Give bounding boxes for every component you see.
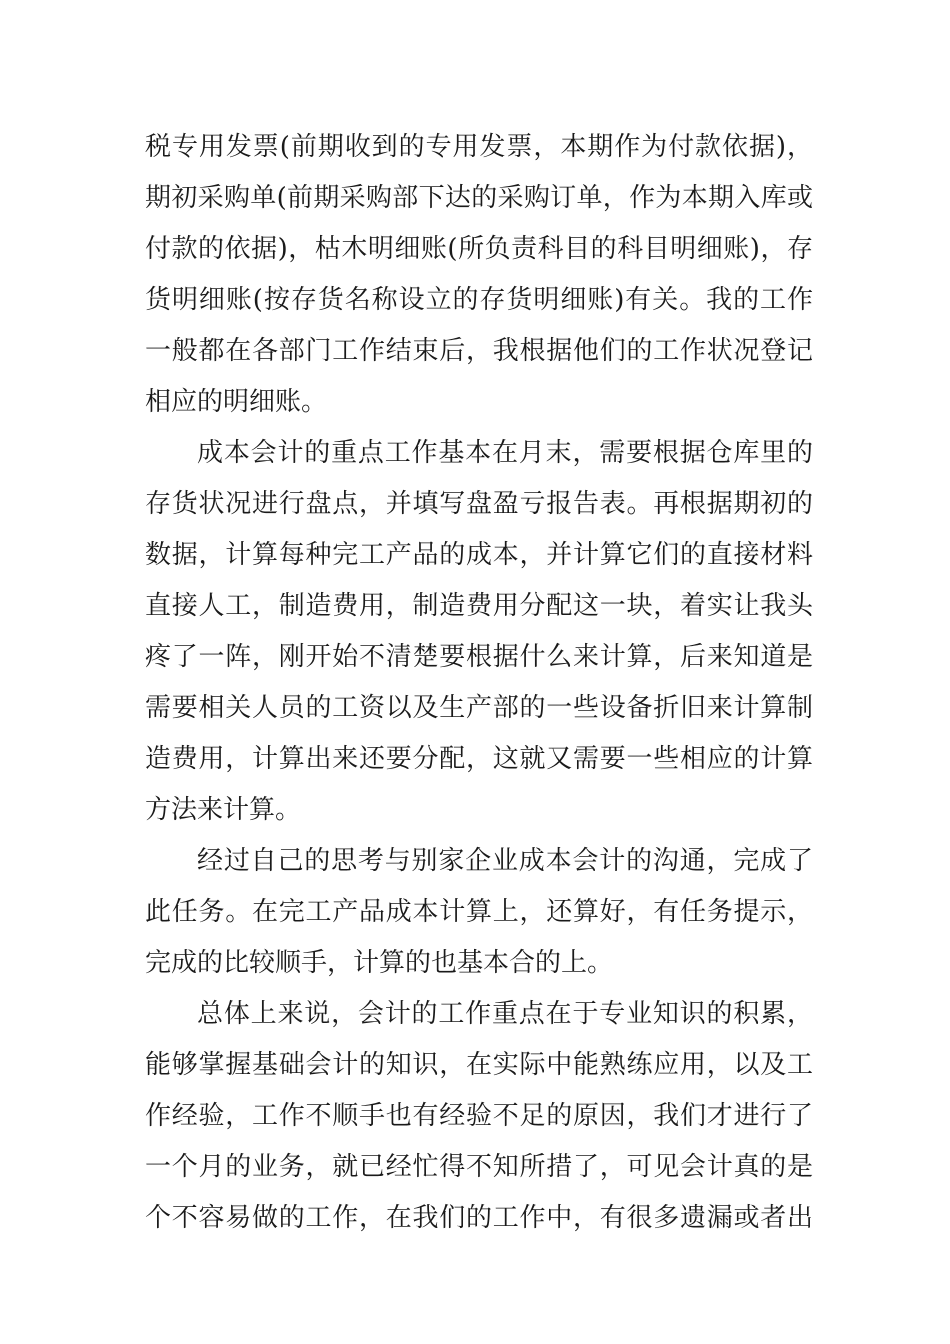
text-line-11: 疼了一阵，刚开始不清楚要根据什么来计算，后来知道是 — [145, 642, 813, 672]
text-line-7: 成本会计的重点工作基本在月末，需要根据仓库里的 — [197, 438, 813, 468]
text-line-9: 数据，计算每种完工产品的成本，并计算它们的直接材料 — [145, 540, 813, 570]
text-line-1: 税专用发票(前期收到的专用发票，本期作为付款依据)， — [145, 132, 813, 162]
text-line-8: 存货状况进行盘点，并填写盘盈亏报告表。再根据期初的 — [145, 489, 813, 519]
text-line-10: 直接人工，制造费用，制造费用分配这一块，着实让我头 — [145, 591, 813, 621]
text-line-20: 作经验，工作不顺手也有经验不足的原因，我们才进行了 — [145, 1101, 813, 1131]
text-line-4: 货明细账(按存货名称设立的存货明细账)有关。我的工作 — [145, 285, 813, 315]
text-line-16: 此任务。在完工产品成本计算上，还算好，有任务提示， — [145, 897, 813, 927]
text-line-12: 需要相关人员的工资以及生产部的一些设备折旧来计算制 — [145, 693, 813, 723]
text-line-15: 经过自己的思考与别家企业成本会计的沟通，完成了 — [197, 846, 813, 876]
text-line-5: 一般都在各部门工作结束后，我根据他们的工作状况登记 — [145, 336, 813, 366]
text-line-14: 方法来计算。 — [145, 795, 302, 825]
text-line-3: 付款的依据)，枯木明细账(所负责科目的科目明细账)，存 — [145, 234, 813, 264]
body-text — [145, 122, 813, 1244]
text-line-2: 期初采购单(前期采购部下达的采购订单，作为本期入库或 — [145, 183, 813, 213]
text-line-22: 个不容易做的工作，在我们的工作中，有很多遗漏或者出 — [145, 1203, 813, 1233]
text-line-18: 总体上来说，会计的工作重点在于专业知识的积累， — [197, 999, 813, 1029]
text-line-17: 完成的比较顺手，计算的也基本合的上。 — [145, 948, 614, 978]
text-line-6: 相应的明细账。 — [145, 387, 328, 417]
text-line-13: 造费用，计算出来还要分配，这就又需要一些相应的计算 — [145, 744, 813, 774]
text-line-19: 能够掌握基础会计的知识，在实际中能熟练应用，以及工 — [145, 1050, 813, 1080]
text-line-21: 一个月的业务，就已经忙得不知所措了，可见会计真的是 — [145, 1152, 813, 1182]
